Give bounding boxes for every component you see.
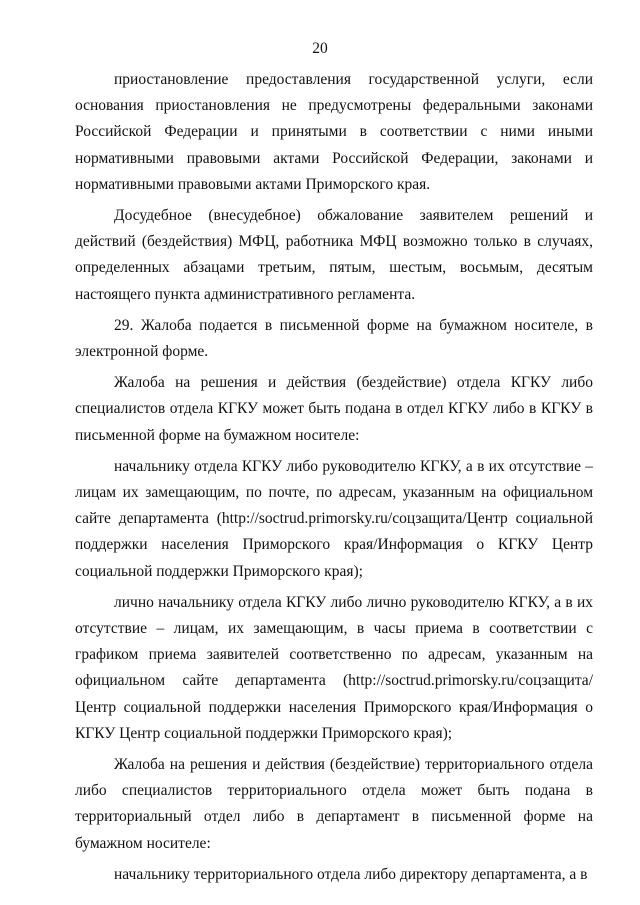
document-body <box>75 67 593 888</box>
paragraph-by-mail: начальнику отдела КГКУ либо руководителю КГКУ, а в их отсутствие – лицам их замещающим, по почте, по адресам, указанным на официальном сайте департамента (http://soctrud.primorsky.ru/соцзащита/Центр социальной поддержки населения Приморского края/Информация о КГКУ Центр социальной поддержки Приморского края); <box>75 457 593 580</box>
paragraph-complaint-kgku: Жалоба на решения и действия (бездействие) отдела КГКУ либо специалистов отдела КГКУ может быть подана в отдел КГКУ либо в КГКУ в письменной форме на бумажном носителе: <box>75 374 593 444</box>
paragraph-territorial-head: начальнику территориального отдела либо директору департамента, а в <box>114 865 588 883</box>
paragraph-complaint-territorial: Жалоба на решения и действия (бездействие) территориального отдела либо специалистов территориального отдела может быть подана в территориальный отдел либо в департамент в письменной форме на бумажном носителе: <box>75 756 593 852</box>
paragraph-item-29: 29. Жалоба подается в письменной форме на бумажном носителе, в электронной форме. <box>75 316 593 361</box>
paragraph-pretrial-appeal-mfc: Досудебное (внесудебное) обжалование заявителем решений и действий (бездействия) МФЦ, работника МФЦ возможно только в случаях, определенных абзацами третьим, пятым, шестым, восьмым, десятым настоящего пункта административного регламента. <box>75 207 593 303</box>
paragraph-in-person: лично начальнику отдела КГКУ либо лично руководителю КГКУ, а в их отсутствие – лицам, их замещающим, в часы приема в соответствии с графиком приема заявителей соответственно по адресам, указанным на официальном сайте департамента (http://soctrud.primorsky.ru/соцзащита/Центр социальной поддержки населения Приморского края/Информация о КГКУ Центр социальной поддержки Приморского края); <box>75 593 593 742</box>
page-number: 20 <box>312 40 328 57</box>
paragraph-suspension-grounds: приостановление предоставления государственной услуги, если основания приостановления не предусмотрены федеральными законами Российской Федерации и принятыми в соответствии с ними иными нормативными правовыми актами Российской Федерации, законами и нормативными правовыми актами Приморского края. <box>75 71 593 193</box>
